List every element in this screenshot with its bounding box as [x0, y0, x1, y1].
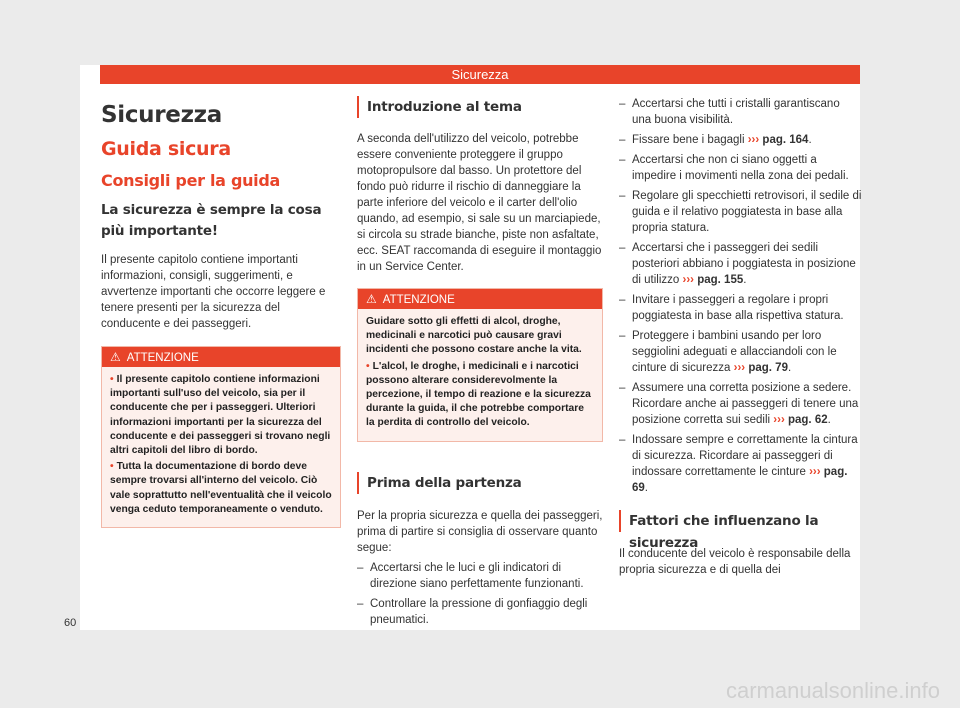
list-item: – Controllare la pressione di gonfiaggio degli pneumatici. — [357, 596, 603, 628]
watermark: carmanualsonline.info — [725, 678, 940, 703]
list-item: – Accertarsi che non ci siano oggetti a impedire i movimenti nella zona dei pedali. — [619, 152, 862, 184]
intro-text: A seconda dell'utilizzo del veicolo, potrebbe essere conveniente proteggere il gruppo motopropulsore dal basso. Un protettore del fondo può ridurre il rischio di danneggiare la parte inferiore del veicolo e il carter dell'olio quando, ad esempio, si sale su un marciapiede, si circola su strade bianche, piste non asfaltate, ecc. SEAT raccomanda di eseguire il montaggio in un Service Center. — [357, 133, 602, 273]
running-header: Sicurezza — [100, 65, 860, 84]
section-title: Consigli per la guida — [101, 171, 281, 190]
list-item: – Assumere una corretta posizione a sedere. Ricordare anche ai passeggeri di tenere una posizione corretta sui sedili ››› pag. 62. — [619, 380, 862, 428]
warning-label: ATTENZIONE — [382, 294, 455, 306]
warning-triangle-icon: ⚠ — [110, 350, 121, 364]
warning-item: Guidare sotto gli effetti di alcol, droghe, medicinali e narcotici può causare gravi incidenti che possono costare anche la vita. — [366, 316, 582, 356]
bullet-icon: • — [366, 360, 370, 372]
list-item: – Fissare bene i bagagli ››› pag. 164. — [619, 132, 862, 148]
ref-arrows-icon: ››› — [733, 362, 746, 374]
column-right — [619, 96, 862, 578]
page-title: Sicurezza — [101, 102, 222, 128]
list-item: – Invitare i passeggeri a regolare i propri poggiatesta in base alla rispettiva statura. — [619, 292, 862, 324]
section-heading-factors: Fattori che influenzano la sicurezza — [619, 510, 862, 532]
warning-box-alcohol — [357, 288, 603, 442]
ref-arrows-icon: ››› — [809, 466, 821, 478]
list-item: – Indossare sempre e correttamente la cintura di sicurezza. Ricordare ai passeggeri di indossare correttamente le cinture ››› pag. 69. — [619, 432, 862, 496]
chapter-title: Guida sicura — [101, 138, 231, 160]
bullet-icon: • — [110, 374, 114, 385]
chapter-intro-text: Il presente capitolo contiene importanti informazioni, consigli, suggerimenti, e avvertenze importanti che occorre leggere e tenere presenti per la sicurezza del conducente e dei passeggeri. — [101, 254, 326, 330]
departure-checklist — [357, 560, 603, 628]
column-middle — [357, 96, 603, 632]
page-reference-link[interactable]: ››› pag. 155 — [682, 274, 744, 286]
column-left — [101, 96, 341, 528]
warning-item: • L'alcol, le droghe, i medicinali e i narcotici possono alterare considerevolmente la percezione, il tempo di reazione e la sicurezza durante la guida, il che potrebbe comportare la perdita di controllo del veicolo. — [366, 360, 591, 429]
warning-triangle-icon: ⚠ — [366, 292, 377, 306]
list-item: – Proteggere i bambini usando per loro seggiolini adeguati e allacciandoli con le cinture di sicurezza ››› pag. 79. — [619, 328, 862, 376]
page-reference-link[interactable]: ››› pag. 79 — [733, 362, 788, 374]
warning-header — [358, 289, 602, 309]
warning-item: • Il presente capitolo contiene informazioni importanti sull'uso del veicolo, sia per il conducente che per i passeggeri. Ulteriori informazioni importanti per la sicurezza del conducente e dei passeggeri si trovano negli altri capitoli del libro di bordo. — [110, 374, 331, 457]
factors-text: Il conducente del veicolo è responsabile della propria sicurezza e di quella dei — [619, 548, 851, 576]
page-reference-link[interactable]: ››› pag. 62 — [773, 414, 828, 426]
departure-checklist-continued — [619, 96, 862, 496]
list-item: – Accertarsi che le luci e gli indicatori di direzione siano perfettamente funzionanti. — [357, 560, 603, 592]
warning-box-general — [101, 346, 341, 528]
warning-body — [102, 367, 340, 527]
bullet-icon: • — [110, 461, 114, 473]
page-reference-link[interactable]: ››› pag. 164 — [747, 134, 809, 146]
list-item: – Regolare gli specchietti retrovisori, il sedile di guida e il relativo poggiatesta in base alla propria statura. — [619, 188, 862, 236]
list-item: – Accertarsi che i passeggeri dei sedili posteriori abbiano i poggiatesta in posizione di utilizzo ››› pag. 155. — [619, 240, 862, 288]
section-heading-departure: Prima della partenza — [357, 472, 603, 494]
warning-label: ATTENZIONE — [126, 352, 199, 364]
ref-arrows-icon: ››› — [682, 274, 695, 286]
page-number: 60 — [64, 617, 77, 629]
lead-heading: La sicurezza è sempre la cosa più importante! — [101, 202, 322, 239]
section-heading-intro: Introduzione al tema — [357, 96, 603, 118]
warning-header — [102, 347, 340, 367]
warning-item: • Tutta la documentazione di bordo deve sempre trovarsi all'interno del veicolo. Ciò vale soprattutto nell'eventualità che il veicolo venga ceduto temporaneamente o venduto. — [110, 461, 332, 515]
list-item: – Accertarsi che tutti i cristalli garantiscano una buona visibilità. — [619, 96, 862, 128]
page-reference-link[interactable]: ››› pag. 69 — [632, 466, 848, 494]
warning-body — [358, 309, 602, 441]
ref-arrows-icon: ››› — [747, 134, 760, 146]
ref-arrows-icon: ››› — [773, 414, 785, 426]
departure-intro-text: Per la propria sicurezza e quella dei passeggeri, prima di partire si consiglia di osservare quanto segue: — [357, 509, 603, 554]
